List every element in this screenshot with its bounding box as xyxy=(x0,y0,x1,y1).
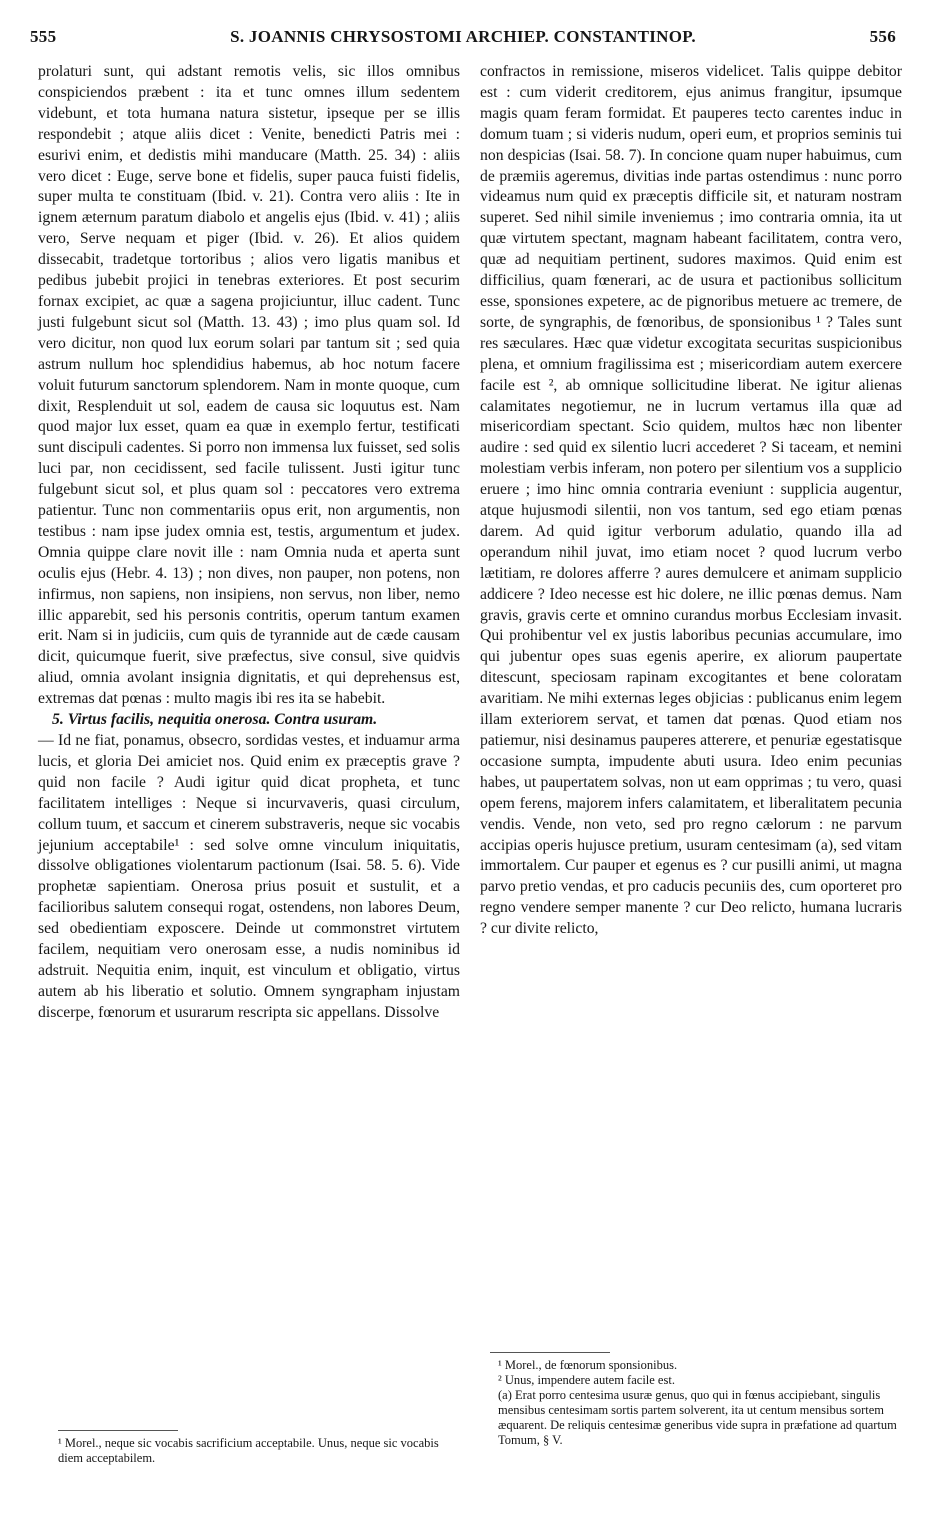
footnote-rule-left xyxy=(58,1430,178,1431)
footnote-right-1: ¹ Morel., de fœnorum sponsionibus. xyxy=(498,1358,678,1372)
page-number-left: 555 xyxy=(30,27,57,46)
footnote-rule-right xyxy=(490,1352,610,1353)
page-number-right: 556 xyxy=(869,27,896,46)
section-heading-text: 5. Virtus facilis, nequitia onerosa. Contra usuram. xyxy=(52,711,378,729)
footnotes-left xyxy=(58,1436,458,1466)
footnotes-right xyxy=(490,1358,900,1448)
left-paragraph-1: prolaturi sunt, qui adstant remotis velis, sic illos omnibus conspiciendos præbent : ita et tunc omnes illum sedentem videbunt, et tota humana natura sistetur, ipseque per se illis respondebit ; atque aliis dicet : Venite, benedicti Patris mei : esurivi enim, et dedistis mihi manducare (Matth. 25. 34) : aliis vero dicet : Euge, serve bone et fidelis, super pauca fuisti fidelis, super multa te constituam (Ibid. v. 21). Contra vero aliis : Ite in ignem æternum paratum diabolo et angelis ejus (Ibid. v. 41) ; aliis vero, Serve nequam et piger (Ibid. v. 26). Et alios quidem dissecabit, tradetque tortoribus ; alios vero ligatis manibus et pedibus jubebit projici in tenebras exteriores. Et post securim fornax excipiet, ac quæ a sagena projiciuntur, illuc cadent. Tunc justi fulgebunt sicut sol (Matth. 13. 43) ; imo plus quam sol. Id vero dicitur, non quod lux eorum solari par tantum sit ; sed quia astrum nullum hoc splendidius habemus, ab hoc notum facere voluit futurum sanctorum splendorem. Nam in monte quoque, cum dixit, Resplenduit ut sol, eadem de causa sic loquutus est. Nam quod major lux esset, quam ea quæ in exemplo fertur, testificati sunt discipuli cadentes. Si porro non immensa lux fuisset, sed solis luci par, non cecidissent, sed facile tulissent. Justi igitur tunc fulgebunt sicut sol, et plus quam sol : peccatores vero extrema patientur. Tunc non commentariis opus erit, non argumentis, non testibus : nam ipse judex omnia est, testis, argumentum et judex. Omnia quippe clare novit ille : nam Omnia nuda et aperta sunt oculis ejus (Hebr. 4. 13) ; non dives, non pauper, non potens, non infirmus, non sapiens, non insipiens, non servus, non liber, nemo illic apparebit, sed his personis contritis, operum tantum examen erit. Nam si in judiciis, cum quis de tyrannide aut de cæde causam dicit, quicumque fuerit, sive præfectus, sive consul, sive quidvis aliud, omnia avolant insignia dignitatis, et qui deprehensus est, extremas dat pœnas : multo magis ibi res ita se habebit. xyxy=(38,63,460,708)
section-heading xyxy=(38,710,460,731)
right-paragraph-1: confractos in remissione, miseros videlicet. Talis quippe debitor est : cum viderit creditorem, ejus animus frangitur, ipsumque magis quam feram formidat. Et pauperes tecto carentes induc in domum tuam ; si videris nudum, operi eum, et proprios seminis tui non despicias (Isai. 58. 7). In concione quam nuper habuimus, cum de præmiis ageremus, divitias inde partas ostendimus : nunc porro videamus num quid ex præceptis difficile sit, et naturam nostram superet. Sed nihil simile inveniemus ; imo contraria omnia, ita ut quæ virtutem spectant, magnam habeant facilitatem, contra vero, quæ ad nequitiam pertinent, sudores maximos. Quid enim est difficilius, quam fœnerari, ac de usura et pactionibus sollicitum esse, sponsiones expetere, ac de pignoribus metuere ac tremere, de sorte, de syngraphis, de fœnoribus, de sponsionibus ¹ ? Tales sunt res sæculares. Hæc quæ videtur excogitata securitas suspicionibus plena, et omnium fragilissima est ; misericordiam autem exercere facile est ², ab omnique sollicitudine liberat. Ne igitur alienas calamitates negotiemur, ne in lucrum vertamus illa quæ ad misericordiam spectant. Scio quidem, multos hæc non libenter audire : sed quid ex silentio lucri accederet ? Si taceam, et nemini molestiam verbis inferam, non potero per silentium vos a supplicio eruere ; imo hinc omnia contraria eveniunt : supplicia augentur, atque hujusmodi silentii, non vos tantum, sed ego etiam pœnas darem. Ad quid igitur verborum adulatio, quando illa ad operandum nihil juvat, imo etiam nocet ? quod lucrum verbo lætitiam, re dolores afferre ? aures demulcere et animam supplicio addicere ? Ideo necesse est hic dolere, ne illic pœnas demus. Nam gravis, gravis certe et omnino curandus morbus Ecclesiam invasit. Qui prohibentur vel ex justis laboribus pecunias accumulare, imo qui jubentur opes suas egenis aperire, ex aliorum paupertate ditescunt, speciosam rapinam excogitantes et bene coloratam avaritiam. Ne mihi externas leges objicias : publicanus enim legem illam exteriorem servat, et tamen dat pœnas. Quod etiam nos patiemur, nisi desinamus pauperes atterere, et penuriæ egestatisque occasione sumpta, impudente abuti usura. Ideo enim pecunias habes, ut paupertatem solvas, non ut eam opprimas ; tu vero, quasi opem ferens, majorem infers calamitatem, et liberalitatem pecunia vendis. Vende, non veto, sed pro regno cælorum : ne parvum accipias operis hujusce pretium, usuram centesimam (a), sed vitam immortalem. Cur pauper et egenus es ? cur pusilli animi, ut magna parvo pretio vendas, et pro caducis pecuniis des, cum oporteret pro regno vendere semper manente ? cur Deo relicto, humana lucraris ? cur divite relicto, xyxy=(480,63,902,938)
left-paragraph-2: — Id ne fiat, ponamus, obsecro, sordidas vestes, et induamur arma lucis, et gloria Dei amiciet nos. Quid enim ex præceptis grave ? quid non facile ? Audi igitur quid dicat propheta, et tunc facilitatem intelliges : Neque si incurvaveris, quasi circulum, collum tuum, et saccum et cinerem substraveris, neque sic vocabis jejunium acceptabile¹ : sed solve omne vinculum iniquitatis, dissolve obligationes violentarum pactionum (Isai. 58. 5. 6). Vide prophetæ sapientiam. Onerosa prius posuit et sustulit, et a facilioribus salutem consequi rogat, ostendens, non labores Deum, sed obedientiam exposcere. Deinde ut commonstret virtutem facilem, nequitiam vero onerosam esse, a nudis nominibus id adstruit. Nequitia enim, inquit, est vinculum et obligatio, virtus autem ab his liberatio et solutio. Omnem syngrapham injustam discerpe, fœnorum et usurarum rescripta sic appellans. Dissolve xyxy=(38,732,460,1021)
footnote-right-2: ² Unus, impendere autem facile est. xyxy=(498,1373,675,1387)
page-header xyxy=(30,22,896,52)
footnote-right-a: (a) Erat porro centesima usuræ genus, quo qui in fœnus accipiebant, singulis mensibus centesimam sortis partem solverent, ita ut centum mensibus sortem æquarent. De reliquis centesimæ generibus vide supra in præfatione ad quartum Tomum, § V. xyxy=(498,1388,897,1447)
footnote-left-1: ¹ Morel., neque sic vocabis sacrificium acceptabile. Unus, neque sic vocabis diem acceptabilem. xyxy=(58,1436,439,1465)
right-column xyxy=(480,62,902,940)
running-title: S. JOANNIS CHRYSOSTOMI ARCHIEP. CONSTANTINOP. xyxy=(230,27,696,46)
left-column xyxy=(38,62,460,1024)
